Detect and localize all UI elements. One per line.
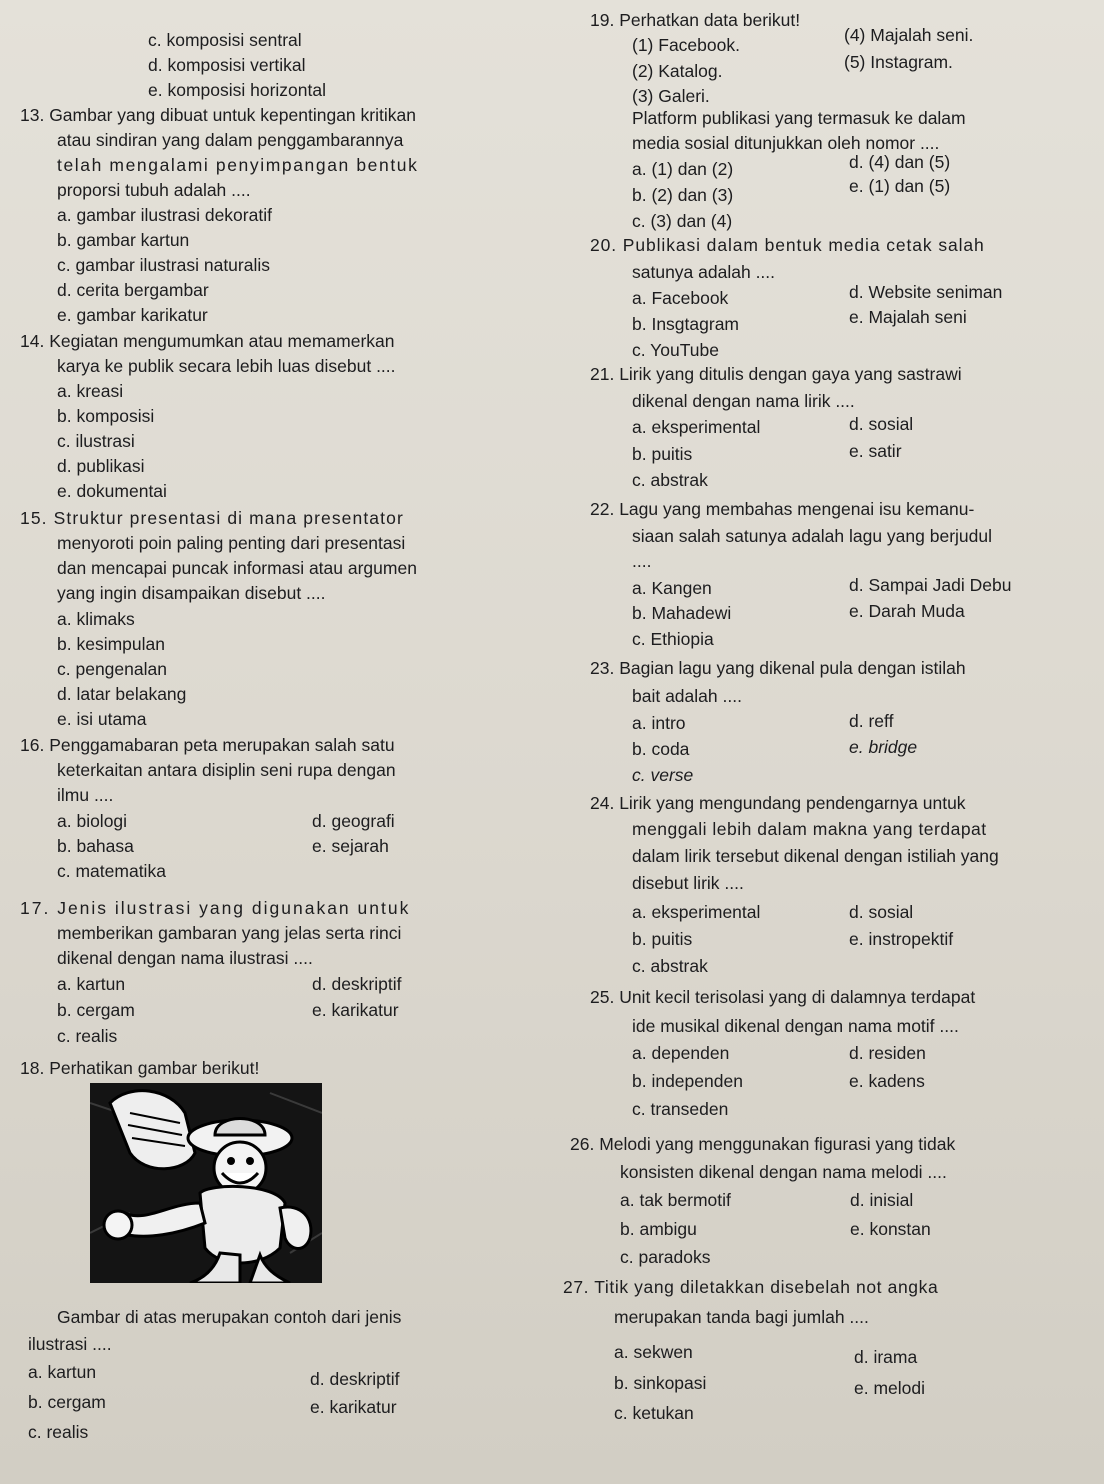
q20-option-d: d. Website seniman bbox=[849, 282, 1003, 302]
q15-text-2: menyoroti poin paling penting dari presentasi bbox=[57, 533, 406, 553]
q23-option-d: d. reff bbox=[849, 711, 894, 731]
q18-text-2: Gambar di atas merupakan contoh dari jenis bbox=[57, 1307, 402, 1327]
q15-option-a: a. klimaks bbox=[57, 609, 135, 629]
q13-text-4: proporsi tubuh adalah .... bbox=[57, 180, 251, 200]
q24-option-e: e. instropektif bbox=[849, 929, 954, 949]
q21-option-d: d. sosial bbox=[849, 414, 914, 434]
q22-option-c: c. Ethiopia bbox=[632, 629, 714, 649]
q19-option-a: a. (1) dan (2) bbox=[632, 159, 734, 179]
prev-option-d: d. komposisi vertikal bbox=[148, 55, 306, 75]
q27-option-b: b. sinkopasi bbox=[614, 1373, 707, 1393]
q20-option-b: b. Insgtagram bbox=[632, 314, 739, 334]
q22-text-3: .... bbox=[632, 551, 652, 571]
q16-option-c: c. matematika bbox=[57, 861, 166, 881]
q22-text-2: siaan salah satunya adalah lagu yang berjudul bbox=[632, 526, 992, 546]
q13-option-a: a. gambar ilustrasi dekoratif bbox=[57, 205, 272, 225]
q14-option-d: d. publikasi bbox=[57, 456, 145, 476]
q20-text-2: satunya adalah .... bbox=[632, 262, 776, 282]
q27-option-a: a. sekwen bbox=[614, 1342, 693, 1362]
q22-option-b: b. Mahadewi bbox=[632, 603, 732, 623]
q22-option-e: e. Darah Muda bbox=[849, 601, 965, 621]
q23-text-1: 23. Bagian lagu yang dikenal pula dengan istilah bbox=[590, 658, 966, 678]
q13-text-1: 13. Gambar yang dibuat untuk kepentingan kritikan bbox=[20, 105, 416, 125]
q27-option-d: d. irama bbox=[854, 1347, 918, 1367]
q23-option-c: c. verse bbox=[632, 765, 694, 785]
q16-option-a: a. biologi bbox=[57, 811, 128, 831]
q20-option-c: c. YouTube bbox=[632, 340, 719, 360]
q15-option-e: e. isi utama bbox=[57, 709, 147, 729]
q18-text-1: 18. Perhatikan gambar berikut! bbox=[20, 1058, 260, 1078]
q21-option-c: c. abstrak bbox=[632, 470, 708, 490]
q13-option-d: d. cerita bergambar bbox=[57, 280, 209, 300]
prev-option-c: c. komposisi sentral bbox=[148, 30, 302, 50]
q24-option-d: d. sosial bbox=[849, 902, 914, 922]
q15-option-d: d. latar belakang bbox=[57, 684, 187, 704]
q16-text-1: 16. Penggamabaran peta merupakan salah satu bbox=[20, 735, 395, 755]
q17-option-e: e. karikatur bbox=[312, 1000, 399, 1020]
q27-text-2: merupakan tanda bagi jumlah .... bbox=[614, 1307, 869, 1327]
q18-option-b: b. cergam bbox=[28, 1392, 106, 1412]
q14-option-e: e. dokumentai bbox=[57, 481, 167, 501]
q15-text-3: dan mencapai puncak informasi atau argumen bbox=[57, 558, 417, 578]
q19-text-2: Platform publikasi yang termasuk ke dalam bbox=[632, 108, 966, 128]
q13-option-e: e. gambar karikatur bbox=[57, 305, 208, 325]
q22-option-a: a. Kangen bbox=[632, 578, 712, 598]
q25-text-2: ide musikal dikenal dengan nama motif .... bbox=[632, 1016, 959, 1036]
q15-option-c: c. pengenalan bbox=[57, 659, 167, 679]
q24-option-c: c. abstrak bbox=[632, 956, 708, 976]
q26-option-d: d. inisial bbox=[850, 1190, 914, 1210]
q14-option-b: b. komposisi bbox=[57, 406, 155, 426]
q18-option-c: c. realis bbox=[28, 1422, 89, 1442]
q19-item-2: (2) Katalog. bbox=[632, 61, 723, 81]
q23-text-2: bait adalah .... bbox=[632, 686, 742, 706]
q22-text-1: 22. Lagu yang membahas mengenai isu kemanu- bbox=[590, 499, 975, 519]
q24-option-a: a. eksperimental bbox=[632, 902, 761, 922]
q14-text-1: 14. Kegiatan mengumumkan atau memamerkan bbox=[20, 331, 395, 351]
q17-option-a: a. kartun bbox=[57, 974, 126, 994]
q27-option-c: c. ketukan bbox=[614, 1403, 694, 1423]
q19-item-1: (1) Facebook. bbox=[632, 35, 740, 55]
q17-text-1: 17. Jenis ilustrasi yang digunakan untuk bbox=[20, 898, 411, 918]
q15-option-b: b. kesimpulan bbox=[57, 634, 165, 654]
q19-item-5: (5) Instagram. bbox=[844, 52, 953, 72]
q17-option-c: c. realis bbox=[57, 1026, 118, 1046]
q25-option-b: b. independen bbox=[632, 1071, 743, 1091]
q26-text-1: 26. Melodi yang menggunakan figurasi yang tidak bbox=[570, 1134, 956, 1154]
q25-option-c: c. transeden bbox=[632, 1099, 729, 1119]
q24-option-b: b. puitis bbox=[632, 929, 693, 949]
q17-text-2: memberikan gambaran yang jelas serta rinci bbox=[57, 923, 402, 943]
q16-text-3: ilmu .... bbox=[57, 785, 114, 805]
q13-text-2: atau sindiran yang dalam penggambarannya bbox=[57, 130, 404, 150]
q26-option-c: c. paradoks bbox=[620, 1247, 711, 1267]
q24-text-3: dalam lirik tersebut dikenal dengan istiliah yang bbox=[632, 846, 999, 866]
q18-option-d: d. deskriptif bbox=[310, 1369, 400, 1389]
q16-option-d: d. geografi bbox=[312, 811, 395, 831]
q16-text-2: keterkaitan antara disiplin seni rupa dengan bbox=[57, 760, 396, 780]
q18-text-3: ilustrasi .... bbox=[28, 1334, 112, 1354]
q15-text-1: 15. Struktur presentasi di mana presentator bbox=[20, 508, 404, 528]
prev-option-e: e. komposisi horizontal bbox=[148, 80, 326, 100]
q14-option-c: c. ilustrasi bbox=[57, 431, 135, 451]
q17-option-d: d. deskriptif bbox=[312, 974, 402, 994]
q18-option-a: a. kartun bbox=[28, 1362, 97, 1382]
q13-text-3: telah mengalami penyimpangan bentuk bbox=[57, 155, 419, 175]
q26-option-e: e. konstan bbox=[850, 1219, 931, 1239]
q19-text-1: 19. Perhatkan data berikut! bbox=[590, 10, 801, 30]
q14-text-2: karya ke publik secara lebih luas disebut .... bbox=[57, 356, 396, 376]
q21-text-1: 21. Lirik yang ditulis dengan gaya yang sastrawi bbox=[590, 364, 962, 384]
q21-text-2: dikenal dengan nama lirik .... bbox=[632, 391, 855, 411]
q19-item-3: (3) Galeri. bbox=[632, 86, 710, 106]
q24-text-4: disebut lirik .... bbox=[632, 873, 744, 893]
q20-option-e: e. Majalah seni bbox=[849, 307, 967, 327]
q18-option-e: e. karikatur bbox=[310, 1397, 397, 1417]
q16-option-e: e. sejarah bbox=[312, 836, 389, 856]
q27-option-e: e. melodi bbox=[854, 1378, 926, 1398]
cartoon-illustration-image bbox=[90, 1083, 322, 1283]
q14-option-a: a. kreasi bbox=[57, 381, 124, 401]
q23-option-b: b. coda bbox=[632, 739, 690, 759]
cartoon-figure-drawing bbox=[90, 1083, 322, 1283]
q25-option-a: a. dependen bbox=[632, 1043, 730, 1063]
q15-text-4: yang ingin disampaikan disebut .... bbox=[57, 583, 326, 603]
q23-option-a: a. intro bbox=[632, 713, 686, 733]
q13-option-b: b. gambar kartun bbox=[57, 230, 190, 250]
q24-text-1: 24. Lirik yang mengundang pendengarnya untuk bbox=[590, 793, 966, 813]
q20-text-1: 20. Publikasi dalam bentuk media cetak salah bbox=[590, 235, 985, 255]
q17-option-b: b. cergam bbox=[57, 1000, 135, 1020]
q21-option-a: a. eksperimental bbox=[632, 417, 761, 437]
q26-option-b: b. ambigu bbox=[620, 1219, 697, 1239]
q26-text-2: konsisten dikenal dengan nama melodi .... bbox=[620, 1162, 947, 1182]
q19-option-c: c. (3) dan (4) bbox=[632, 211, 733, 231]
q22-option-d: d. Sampai Jadi Debu bbox=[849, 575, 1012, 595]
q19-text-3: media sosial ditunjukkan oleh nomor .... bbox=[632, 133, 940, 153]
q21-option-e: e. satir bbox=[849, 441, 902, 461]
q19-option-e: e. (1) dan (5) bbox=[849, 176, 951, 196]
q27-text-1: 27. Titik yang diletakkan disebelah not angka bbox=[563, 1277, 939, 1297]
q25-option-d: d. residen bbox=[849, 1043, 926, 1063]
q19-option-d: d. (4) dan (5) bbox=[849, 152, 951, 172]
q13-option-c: c. gambar ilustrasi naturalis bbox=[57, 255, 270, 275]
q26-option-a: a. tak bermotif bbox=[620, 1190, 731, 1210]
q17-text-3: dikenal dengan nama ilustrasi .... bbox=[57, 948, 313, 968]
q21-option-b: b. puitis bbox=[632, 444, 693, 464]
q25-option-e: e. kadens bbox=[849, 1071, 925, 1091]
q23-option-e: e. bridge bbox=[849, 737, 918, 757]
q25-text-1: 25. Unit kecil terisolasi yang di dalamnya terdapat bbox=[590, 987, 976, 1007]
q20-option-a: a. Facebook bbox=[632, 288, 729, 308]
q19-option-b: b. (2) dan (3) bbox=[632, 185, 734, 205]
q16-option-b: b. bahasa bbox=[57, 836, 134, 856]
q24-text-2: menggali lebih dalam makna yang terdapat bbox=[632, 819, 987, 839]
q19-item-4: (4) Majalah seni. bbox=[844, 25, 974, 45]
